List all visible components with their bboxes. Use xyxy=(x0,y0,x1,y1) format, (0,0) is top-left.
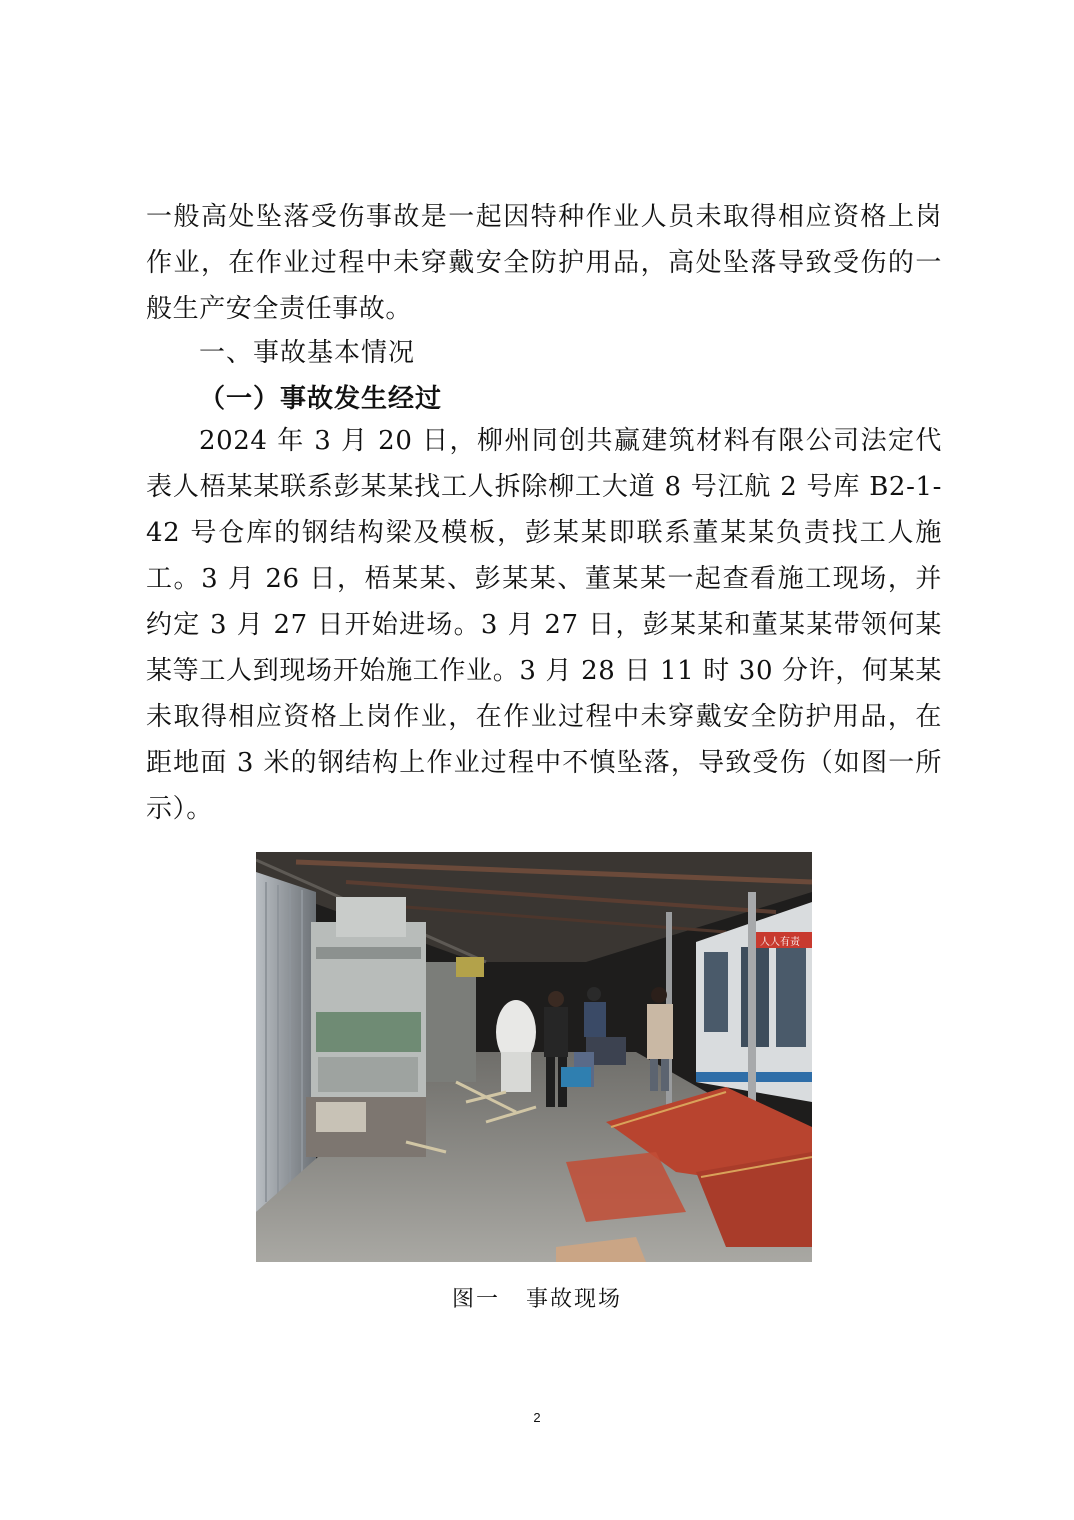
figure-label: 图一 xyxy=(451,1287,500,1312)
incident-paragraph: 2024 年 3 月 20 日，柳州同创共赢建筑材料有限公司法定代表人梧某某联系彭某某找工人拆除柳工大道 8 号江航 2 号库 B2-1-42 号仓库的钢结构梁及模板，彭某某即联系董某某负责找工人施工。3 月 26 日，梧某某、彭某某、董某某一起查看施工现场，并约定 3 月 27 日开始进场。3 月 27 日，彭某某和董某某带领何某某等工人到现场开始施工作业。3 月 28 日 11 时 30 分许，何某某未取得相应资格上岗作业，在作业过程中未穿戴安全防护用品，在距地面 3 米的钢结构上作业过程中不慎坠落，导致受伤（如图一所示）。 xyxy=(146,426,942,824)
page-number: 2 xyxy=(533,1410,541,1425)
subsection-heading: （一）事故发生经过 xyxy=(199,384,443,414)
figure-title: 事故现场 xyxy=(526,1287,623,1312)
section-heading: 一、事故基本情况 xyxy=(199,338,416,368)
intro-paragraph: 一般高处坠落受伤事故是一起因特种作业人员未取得相应资格上岗作业，在作业过程中未穿戴安全防护用品，高处坠落导致受伤的一般生产安全责任事故。 xyxy=(146,202,942,324)
figure-caption xyxy=(0,1284,1074,1316)
sign-text: 人人有责 xyxy=(760,937,800,948)
accident-scene-photo xyxy=(256,852,812,1262)
